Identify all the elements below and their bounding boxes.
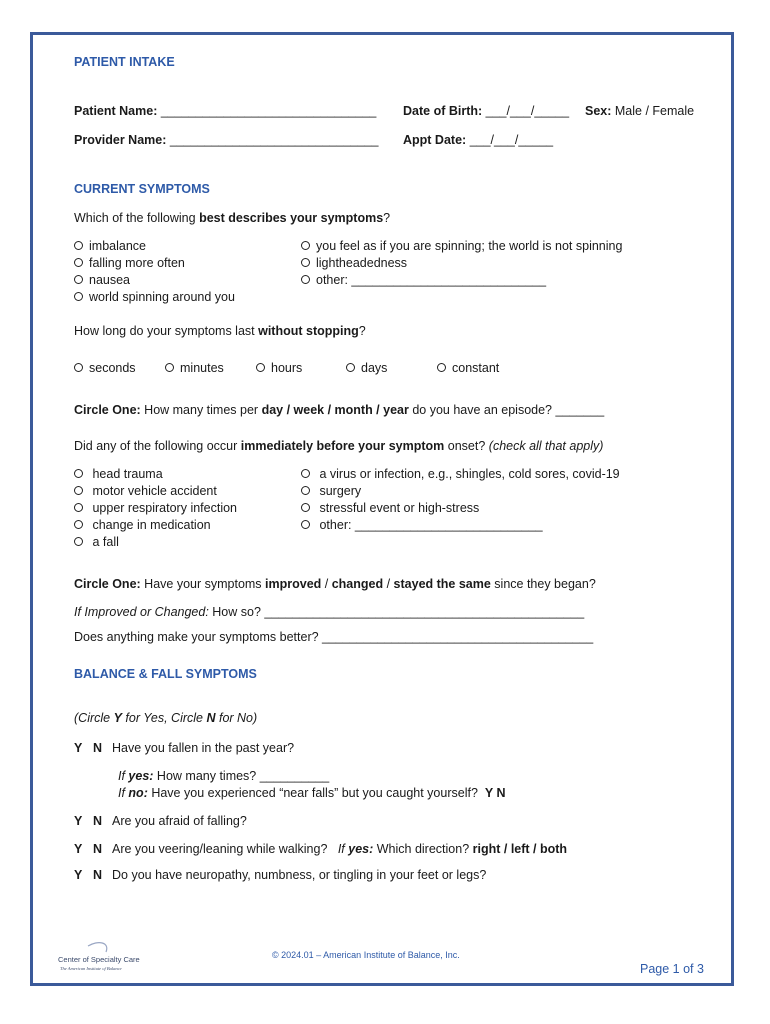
- onset-option[interactable]: [301, 500, 479, 516]
- radio-icon: [437, 363, 446, 372]
- question-before-onset: [74, 438, 603, 454]
- option-label: world spinning around you: [89, 290, 235, 304]
- circle-one-label: Circle One:: [74, 403, 141, 417]
- radio-icon: [74, 486, 83, 495]
- no-option[interactable]: N: [93, 868, 103, 882]
- duration-option[interactable]: [74, 360, 136, 376]
- onset-option[interactable]: [74, 517, 211, 533]
- appt-date-blank: ___/___/_____: [469, 133, 554, 147]
- provider-name-blank: ______________________________: [169, 133, 379, 147]
- option-label: constant: [452, 361, 500, 375]
- symptom-option[interactable]: [74, 238, 146, 254]
- logo-line1: Center of Specialty Care: [58, 955, 140, 964]
- yes-option[interactable]: Y: [74, 741, 83, 755]
- option-label: stressful event or high-stress: [319, 501, 480, 515]
- radio-icon: [256, 363, 265, 372]
- no-option[interactable]: N: [93, 814, 103, 828]
- appt-date-label: Appt Date:: [403, 133, 467, 147]
- near-falls-question: [118, 785, 506, 801]
- radio-icon: [346, 363, 355, 372]
- duration-option[interactable]: [346, 360, 387, 376]
- radio-icon: [301, 520, 310, 529]
- no-option[interactable]: N: [93, 842, 103, 856]
- provider-name-label: Provider Name:: [74, 133, 167, 147]
- patient-name-field[interactable]: [74, 103, 376, 119]
- instr-y: Y: [113, 711, 122, 725]
- dob-field[interactable]: [403, 103, 569, 119]
- yn-instructions: [74, 710, 257, 726]
- q4-italic: (check all that apply): [488, 439, 604, 453]
- q1-bold: best describes your symptoms: [199, 211, 384, 225]
- option-label: surgery: [319, 484, 362, 498]
- option-label: a fall: [92, 535, 119, 549]
- q3-text: Are you veering/leaning while walking?: [112, 842, 328, 856]
- sex-label: Sex:: [585, 104, 612, 118]
- patient-name-blank: _______________________________: [160, 104, 377, 118]
- radio-icon: [301, 275, 310, 284]
- instr-text: for Yes, Circle: [121, 711, 207, 725]
- q3-post: do you have an episode? _______: [408, 403, 605, 417]
- choice-sep: /: [383, 577, 394, 591]
- radio-icon: [165, 363, 174, 372]
- copyright-text: © 2024.01 – American Institute of Balance, Inc.: [272, 950, 460, 960]
- current-symptoms-heading: CURRENT SYMPTOMS: [74, 182, 210, 196]
- patient-name-label: Patient Name:: [74, 104, 158, 118]
- option-label: a virus or infection, e.g., shingles, cold sores, covid-19: [319, 467, 620, 481]
- if-yes: yes:: [348, 842, 374, 856]
- instr-n: N: [206, 711, 216, 725]
- q5-post: since they began?: [490, 577, 596, 591]
- dob-label: Date of Birth:: [403, 104, 483, 118]
- q1-post: ?: [383, 211, 391, 225]
- choice-sep: /: [321, 577, 332, 591]
- symptom-option[interactable]: [301, 272, 546, 288]
- instr-text: (Circle: [74, 711, 114, 725]
- q2-text: How long do your symptoms last: [74, 324, 259, 338]
- radio-icon: [74, 275, 83, 284]
- radio-icon: [301, 258, 310, 267]
- option-label: imbalance: [89, 239, 146, 253]
- q2-post: ?: [358, 324, 366, 338]
- question-episode-frequency[interactable]: [74, 402, 604, 418]
- no-option[interactable]: N: [93, 741, 103, 755]
- onset-option[interactable]: [301, 483, 361, 499]
- sex-options: Male / Female: [614, 104, 695, 118]
- duration-option[interactable]: [437, 360, 499, 376]
- choice-stayed-same: stayed the same: [393, 577, 491, 591]
- symptom-option[interactable]: [74, 289, 235, 305]
- q2-bold: without stopping: [258, 324, 359, 338]
- q4-mid: onset?: [444, 439, 489, 453]
- option-label: upper respiratory infection: [92, 501, 238, 515]
- q3-rest: Which direction?: [373, 842, 473, 856]
- duration-option[interactable]: [165, 360, 224, 376]
- radio-icon: [74, 241, 83, 250]
- yes-option[interactable]: Y: [74, 814, 83, 828]
- option-label: other: ____________________________: [316, 273, 547, 287]
- radio-icon: [74, 503, 83, 512]
- option-label: other: ___________________________: [319, 518, 543, 532]
- duration-option[interactable]: [256, 360, 302, 376]
- symptom-option[interactable]: [74, 255, 185, 271]
- option-label: hours: [271, 361, 303, 375]
- if-yes: yes:: [128, 769, 154, 783]
- question-veering: [112, 841, 567, 857]
- q6-text: How so? ______________________________________________: [208, 605, 585, 619]
- question-best-describes: [74, 210, 390, 226]
- dob-blank: ___/___/_____: [485, 104, 570, 118]
- if-text: If: [118, 786, 129, 800]
- logo-line2: The American Institute of Balance: [60, 966, 122, 971]
- radio-icon: [74, 363, 83, 372]
- question-symptom-change[interactable]: [74, 576, 596, 592]
- choice-changed: changed: [331, 577, 384, 591]
- onset-option[interactable]: [301, 466, 620, 482]
- option-label: motor vehicle accident: [92, 484, 217, 498]
- sex-field[interactable]: [585, 103, 694, 119]
- option-label: seconds: [89, 361, 136, 375]
- radio-icon: [301, 241, 310, 250]
- form-title: PATIENT INTAKE: [74, 55, 175, 69]
- option-label: head trauma: [92, 467, 163, 481]
- appt-date-field[interactable]: [403, 132, 553, 148]
- sub2-text: Have you experienced “near falls” but you caught yourself?: [147, 786, 478, 800]
- option-label: minutes: [180, 361, 224, 375]
- option-label: you feel as if you are spinning; the world is not spinning: [316, 239, 623, 253]
- radio-icon: [301, 503, 310, 512]
- near-falls-yn[interactable]: Y N: [484, 786, 506, 800]
- instr-text: for No): [215, 711, 258, 725]
- onset-option[interactable]: [74, 500, 237, 516]
- onset-option[interactable]: [301, 517, 543, 533]
- option-label: days: [361, 361, 388, 375]
- option-label: change in medication: [92, 518, 211, 532]
- q6-italic: If Improved or Changed:: [74, 605, 209, 619]
- yes-option[interactable]: Y: [74, 842, 83, 856]
- frequency-units: day / week / month / year: [261, 403, 409, 417]
- choice-improved: improved: [265, 577, 322, 591]
- option-label: lightheadedness: [316, 256, 408, 270]
- how-so-field[interactable]: [74, 604, 584, 620]
- radio-icon: [74, 258, 83, 267]
- q5-text: Have your symptoms: [140, 577, 266, 591]
- sub1-text: How many times? __________: [153, 769, 330, 783]
- onset-option[interactable]: [74, 483, 217, 499]
- radio-icon: [74, 537, 83, 546]
- better-field[interactable]: [74, 629, 593, 645]
- page-number: Page 1 of 3: [640, 962, 704, 976]
- option-label: nausea: [89, 273, 131, 287]
- fall-count-field[interactable]: [118, 768, 329, 784]
- symptom-option[interactable]: [301, 255, 407, 271]
- radio-icon: [301, 486, 310, 495]
- if-no: no:: [128, 786, 148, 800]
- question-neuropathy: Do you have neuropathy, numbness, or tingling in your feet or legs?: [112, 868, 487, 882]
- provider-name-field[interactable]: [74, 132, 378, 148]
- onset-option[interactable]: [74, 534, 119, 550]
- yes-option[interactable]: Y: [74, 868, 83, 882]
- q4-text: Did any of the following occur: [74, 439, 241, 453]
- if-text: If: [337, 842, 349, 856]
- q1-text: Which of the following: [74, 211, 200, 225]
- symptom-option[interactable]: [74, 272, 130, 288]
- radio-icon: [74, 520, 83, 529]
- radio-icon: [74, 292, 83, 301]
- q7-text: Does anything make your symptoms better? _______________________________________: [74, 630, 594, 644]
- direction-choices[interactable]: right / left / both: [472, 842, 568, 856]
- center-of-specialty-care-logo: [58, 940, 158, 974]
- radio-icon: [74, 469, 83, 478]
- option-label: falling more often: [89, 256, 185, 270]
- question-duration: [74, 323, 366, 339]
- question-afraid-falling: Are you afraid of falling?: [112, 814, 247, 828]
- balance-fall-heading: BALANCE & FALL SYMPTOMS: [74, 667, 257, 681]
- circle-one-label: Circle One:: [74, 577, 141, 591]
- if-text: If: [118, 769, 129, 783]
- onset-option[interactable]: [74, 466, 163, 482]
- question-fallen: Have you fallen in the past year?: [112, 741, 295, 755]
- logo-swoosh: [88, 943, 107, 952]
- radio-icon: [301, 469, 310, 478]
- q3-text: How many times per: [140, 403, 262, 417]
- symptom-option[interactable]: [301, 238, 622, 254]
- q4-bold: immediately before your symptom: [240, 439, 445, 453]
